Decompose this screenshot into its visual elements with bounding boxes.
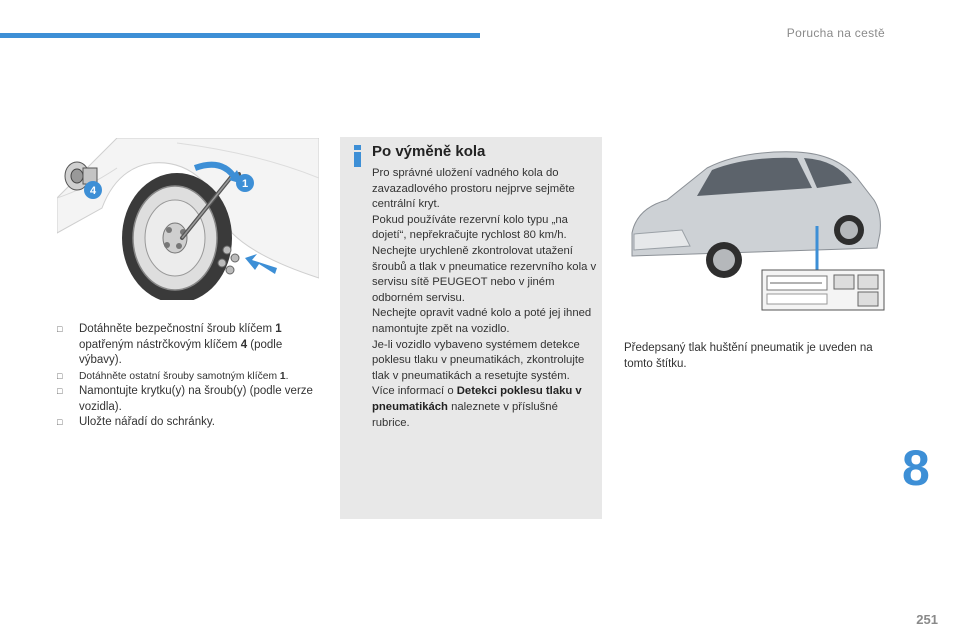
header-accent-bar xyxy=(0,33,480,38)
section-title: Porucha na cestě xyxy=(786,26,885,40)
list-item: □ Dotáhněte bezpečnostní šroub klíčem 1 opatřeným nástrčkovým klíčem 4 (podle výbavy). xyxy=(57,323,283,366)
info-box-title: Po výměně kola xyxy=(372,143,486,160)
chapter-number: 8 xyxy=(902,440,930,496)
info-icon xyxy=(354,145,362,167)
checkbox-bullet-icon: □ xyxy=(57,370,63,381)
checkbox-bullet-icon: □ xyxy=(57,324,63,334)
wheel-bolt-wrench-icon xyxy=(57,138,319,300)
checkbox-bullet-icon: □ xyxy=(57,386,63,396)
list-item: □ Uložte nářadí do schránky. xyxy=(57,415,317,431)
list-item: □ Namontujte krytku(y) na šroub(y) (podle verze vozidla). xyxy=(57,385,313,413)
car-illustration xyxy=(612,138,887,318)
info-box xyxy=(340,137,602,519)
car-tyre-pressure-label-icon xyxy=(612,138,887,318)
wheel-illustration xyxy=(57,138,319,300)
callout-1: 1 xyxy=(241,178,249,190)
checkbox-bullet-icon: □ xyxy=(57,417,63,427)
steps-list xyxy=(57,322,317,431)
tyre-pressure-caption: Předepsaný tlak huštění pneumatik je uveden na tomto štítku. xyxy=(624,342,873,370)
callout-4: 4 xyxy=(89,185,97,197)
list-item: □ Dotáhněte ostatní šrouby samotným klíčem 1. xyxy=(57,369,317,385)
info-box-body: Pro správné uložení vadného kola do zavazadlového prostoru nejprve sejměte centrální kryt. Pokud používáte rezervní kolo typu „na dojetí“, nepřekračujte rychlost 80 km/h. Nechejte urychleně zkontrolovat utažení šroubů a tlak v pneumatice rezervního kola v servisu sítě PEUGEOT nebo v jiném odborném servisu. Nechejte opravit vadné kolo a poté jej ihned namontujte zpět na vozidlo. Je-li vozidlo vybaveno systémem detekce poklesu tlaku v pneumatikách, zkontrolujte tlak v pneumatikách a resetujte systém. Více informací o Detekci poklesu tlaku v pneumatikách naleznete v příslušné rubrice. xyxy=(372,167,597,429)
page-number: 251 xyxy=(916,612,938,627)
